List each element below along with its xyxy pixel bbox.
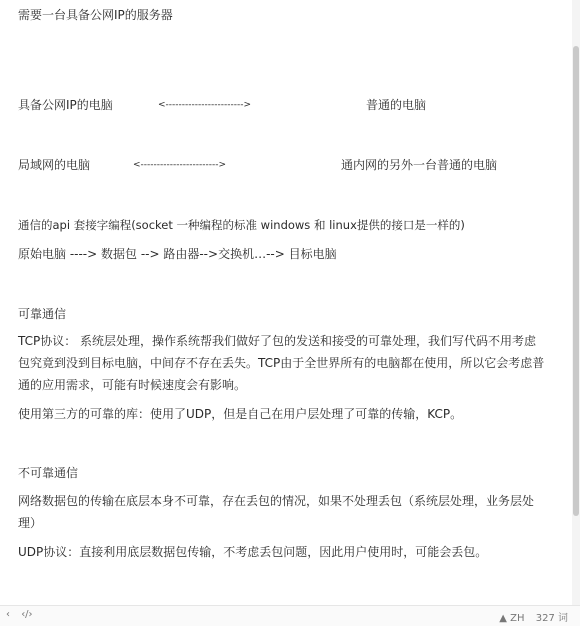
row2-left: 局域网的电脑 — [18, 158, 91, 172]
unreliable-title: 不可靠通信 — [18, 466, 79, 480]
reliable-title: 可靠通信 — [18, 307, 67, 321]
scrollbar-thumb[interactable] — [573, 46, 579, 516]
row1-left: 具备公网IP的电脑 — [18, 98, 113, 112]
back-icon[interactable]: ‹ — [6, 609, 10, 620]
language-indicator[interactable]: ZH — [510, 613, 525, 624]
path-line: 原始电脑 ----> 数据包 --> 路由器-->交换机…--> 目标电脑 — [18, 247, 337, 261]
status-bar — [0, 605, 580, 626]
word-count: 327 词 — [535, 613, 568, 624]
row1-arrow: <------------------------> — [158, 100, 252, 110]
unreliable-paragraph: 网络数据包的传输在底层本身不可靠，存在丢包的情况，如果不处理丢包（系统层处理，业务层处理） — [18, 494, 535, 530]
vertical-scrollbar[interactable] — [572, 0, 580, 606]
third-party-line: 使用第三方的可靠的库：使用了UDP，但是自己在用户层处理了可靠的传输，KCP。 — [18, 407, 463, 421]
warning-icon[interactable]: ▲ — [499, 613, 507, 624]
row2-arrow: <------------------------> — [133, 160, 227, 170]
row2-right: 通内网的另外一台普通的电脑 — [341, 158, 498, 172]
code-view-icon[interactable]: ‹/› — [21, 609, 33, 620]
tcp-paragraph: TCP协议： 系统层处理，操作系统帮我们做好了包的发送和接受的可靠处理，我们写代码不用考虑包究竟到没到目标电脑，中间存不存在丢失。TCP由于全世界所有的电脑都在使用，所以它会考虑普通的应用需求，可能有时候速度会有影响。 — [18, 334, 545, 392]
api-line: 通信的api 套接字编程(socket 一种编程的标准 windows 和 linux提供的接口是一样的) — [18, 218, 465, 232]
doc-heading: 需要一台具备公网IP的服务器 — [18, 8, 173, 22]
udp-line: UDP协议：直接利用底层数据包传输，不考虑丢包问题，因此用户使用时，可能会丢包。 — [18, 545, 488, 559]
row1-right: 普通的电脑 — [366, 98, 427, 112]
